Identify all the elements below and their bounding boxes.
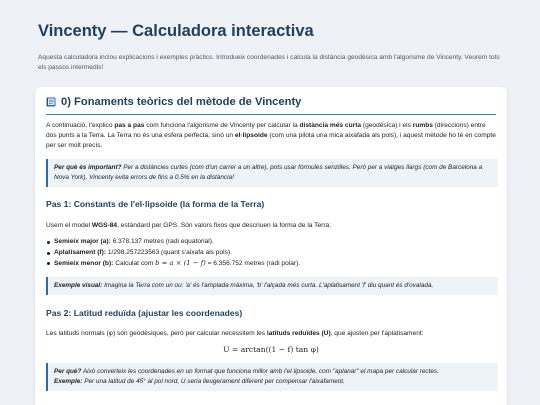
reduced-latitude-formula: U = arctan((1 − f) tan φ) (223, 345, 319, 354)
why-note: Per què? Això converteix les coordenades en un format que funciona millor amb l'el·lipsoide, com "aplanar" el mapa per calcular rectes. Exemple: Per una latitud de 45° al pol nord, U seria lleugerament diferent per compensar l'aixafament. (46, 363, 498, 391)
theory-paragraph: A continuació, t'explico pas a pas com funciona l'algorisme de Vincenty per calcular la distància més curta (geodèsica) i els rumbs (direccions) entre dos punts a la Terra. La Terra no és una esfera perfecta, sinó un el·lipsoide (com una pilota una mica aixafada als pols), i aquest mètode ho té en compte per ser molt precís. (46, 122, 496, 150)
page-title: Vincenty — Calculadora interactiva (38, 22, 314, 40)
step2-title: Pas 2: Latitud reduïda (ajustar les coordenades) (46, 308, 243, 318)
section-divider (46, 114, 496, 115)
step1-intro: Usem el model WGS-84, estàndard per GPS. Són valors fixos que descriuen la forma de la Terra: (46, 222, 332, 229)
importance-note: Per què és important? Per a distàncies curtes (com d'un carrer a un altre), pots usar fórmules senzilles. Però per a viatges llargs (com de Barcelona a Nova York), Vincenty evita errors de fins a 0.5% en la distància! (46, 159, 498, 187)
visual-example-note: Exemple visual: Imagina la Terra com un ou: 'a' és l'amplada màxima, 'b' l'alçada més curta. L'aplatisament 'f' diu quant és d'ovalada. (46, 277, 498, 295)
list-item: Semieix menor (b): Calculat com b = a × (1 − f) = 6.356.752 metres (radi polar). (46, 258, 496, 270)
blue-book-icon (46, 97, 56, 107)
list-item: Semieix major (a): 6.378.137 metres (radi equatorial). (46, 237, 496, 248)
list-item: Aplatisament (f): 1/298.257223563 (quant s'aixafa als pols). (46, 248, 496, 259)
intro-text: Aquesta calculadora inclou explicacions i exemples pràctics. Introdueix coordenades i calcula la distància geodèsica amb l'algorisme de Vincenty. Veurem tots els passos intermedis! (38, 54, 500, 71)
section-title-text: 0) Fonaments teòrics del mètode de Vincenty (61, 96, 302, 108)
semi-minor-formula: b = a × (1 − f) (155, 259, 206, 268)
ellipsoid-constants-list (46, 237, 496, 270)
step1-title: Pas 1: Constants de l'el·lipsoide (la forma de la Terra) (46, 199, 265, 209)
step2-intro: Les latituds normals (φ) són geodèsiques, però per calcular necessitem les latituds reduïdes (U), que ajusten per l'aplatisament: (46, 330, 424, 337)
section-title (46, 96, 301, 108)
theory-card (35, 87, 507, 405)
